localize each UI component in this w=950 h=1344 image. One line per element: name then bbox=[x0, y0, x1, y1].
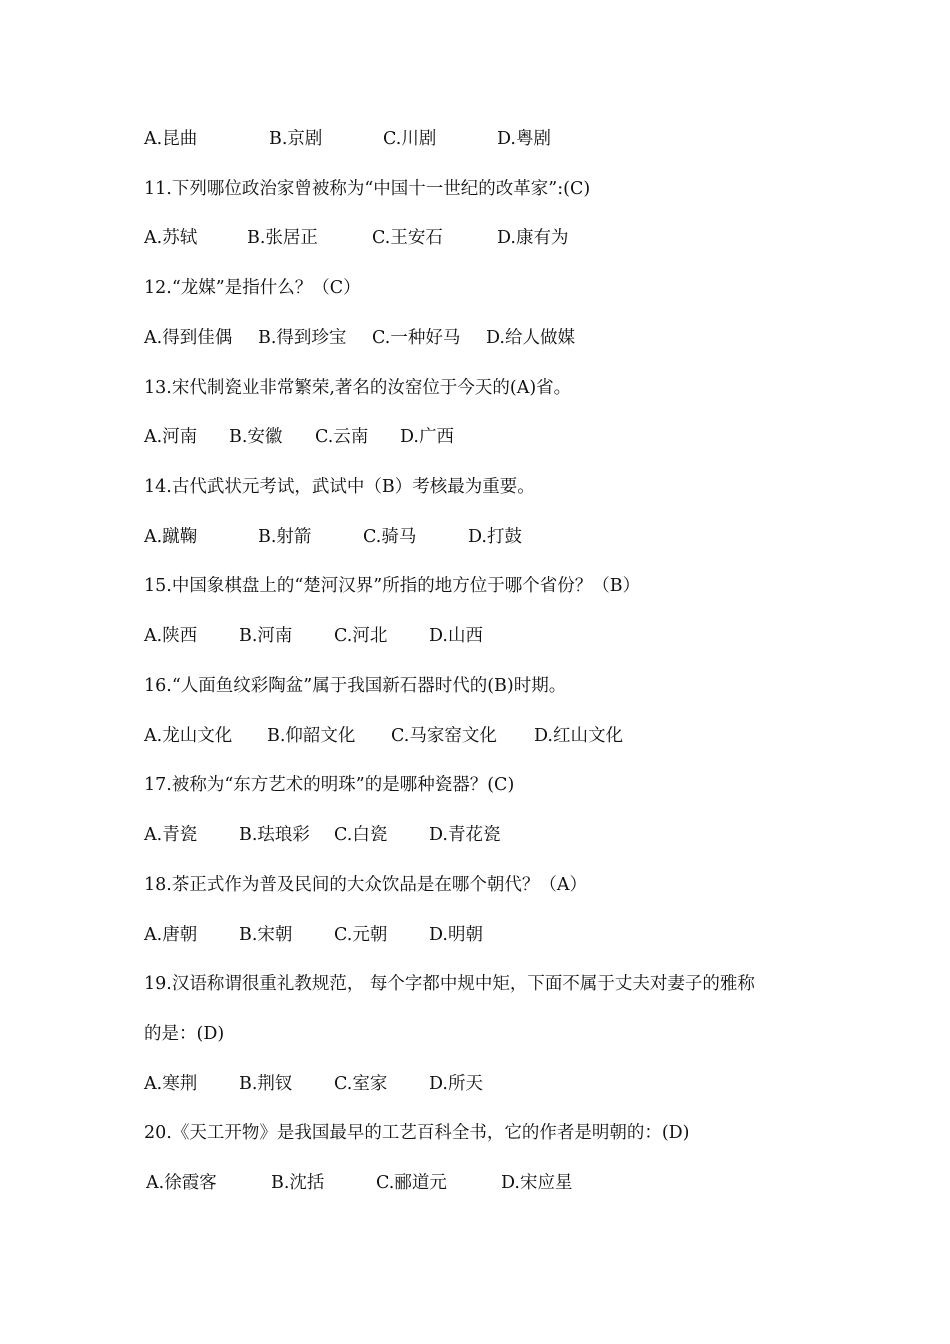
option-d: D.宋应星 bbox=[501, 1173, 573, 1193]
option-d: D.广西 bbox=[400, 427, 454, 447]
option-c: C.室家 bbox=[334, 1074, 388, 1094]
option-c: C.河北 bbox=[334, 626, 388, 646]
question-14: 14.古代武状元考试，武试中（B）考核最为重要。 bbox=[144, 477, 535, 497]
option-a: A.蹴鞠 bbox=[144, 527, 198, 547]
question-20: 20.《天工开物》是我国最早的工艺百科全书，它的作者是明朝的：(D) bbox=[144, 1123, 690, 1143]
option-c: C.郦道元 bbox=[376, 1173, 447, 1193]
question-17: 17.被称为“东方艺术的明珠”的是哪种瓷器？(C) bbox=[144, 775, 515, 795]
question-18: 18.茶正式作为普及民间的大众饮品是在哪个朝代？（A） bbox=[144, 875, 587, 895]
option-d: D.康有为 bbox=[497, 228, 569, 248]
option-b: B.安徽 bbox=[229, 427, 283, 447]
option-c: C.云南 bbox=[315, 427, 369, 447]
option-b: B.射箭 bbox=[258, 527, 312, 547]
option-d: D.山西 bbox=[429, 626, 483, 646]
question-19: 19.汉语称谓很重礼教规范， 每个字都中规中矩，下面不属于丈夫对妻子的雅称 bbox=[144, 974, 755, 994]
option-b: B.得到珍宝 bbox=[258, 328, 347, 348]
option-d: D.打鼓 bbox=[468, 527, 522, 547]
option-b: B.河南 bbox=[239, 626, 293, 646]
option-a: A.陕西 bbox=[144, 626, 198, 646]
option-c: C.川剧 bbox=[383, 129, 437, 149]
option-d: D.青花瓷 bbox=[429, 825, 501, 845]
question-12: 12.“龙媒”是指什么？（C） bbox=[144, 278, 361, 298]
option-c: C.王安石 bbox=[372, 228, 443, 248]
option-b: B.宋朝 bbox=[239, 925, 293, 945]
option-b: B.张居正 bbox=[247, 228, 318, 248]
option-a: A.唐朝 bbox=[144, 925, 198, 945]
option-c: C.一种好马 bbox=[372, 328, 461, 348]
question-19-continued: 的是：(D) bbox=[144, 1024, 225, 1044]
option-a: A.龙山文化 bbox=[144, 726, 233, 746]
option-a: A.昆曲 bbox=[144, 129, 198, 149]
option-a: A.苏轼 bbox=[144, 228, 198, 248]
option-c: C.骑马 bbox=[363, 527, 417, 547]
option-b: B.仰韶文化 bbox=[267, 726, 356, 746]
option-b: B.沈括 bbox=[271, 1173, 325, 1193]
option-a: A.河南 bbox=[144, 427, 198, 447]
question-13: 13.宋代制瓷业非常繁荣,著名的汝窑位于今天的(A)省。 bbox=[144, 378, 572, 398]
option-d: D.所天 bbox=[429, 1074, 483, 1094]
option-b: B.珐琅彩 bbox=[239, 825, 310, 845]
option-c: C.马家窑文化 bbox=[391, 726, 497, 746]
option-b: B.荆钗 bbox=[239, 1074, 293, 1094]
question-16: 16.“人面鱼纹彩陶盆”属于我国新石器时代的(B)时期。 bbox=[144, 676, 567, 696]
option-d: D.红山文化 bbox=[534, 726, 623, 746]
option-d: D.粤剧 bbox=[497, 129, 551, 149]
option-b: B.京剧 bbox=[269, 129, 323, 149]
question-11: 11.下列哪位政治家曾被称为“中国十一世纪的改革家”:(C) bbox=[144, 179, 591, 199]
option-d: D.给人做媒 bbox=[486, 328, 575, 348]
question-15: 15.中国象棋盘上的“楚河汉界”所指的地方位于哪个省份？（B） bbox=[144, 576, 641, 596]
option-c: C.白瓷 bbox=[334, 825, 388, 845]
option-a: A.徐霞客 bbox=[146, 1173, 217, 1193]
option-a: A.寒荆 bbox=[144, 1074, 198, 1094]
option-a: A.得到佳偶 bbox=[144, 328, 233, 348]
option-d: D.明朝 bbox=[429, 925, 483, 945]
option-c: C.元朝 bbox=[334, 925, 388, 945]
option-a: A.青瓷 bbox=[144, 825, 198, 845]
